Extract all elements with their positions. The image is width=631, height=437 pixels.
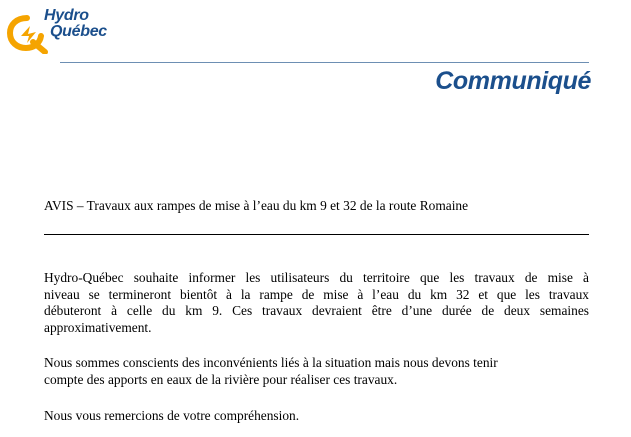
logo-line-1: Hydro: [44, 7, 89, 24]
logo-line-2: Québec: [50, 23, 107, 40]
communique-heading: Communiqué: [435, 67, 591, 95]
paragraph-1: [44, 270, 589, 336]
paragraph-2: [44, 355, 589, 388]
paragraph-2-line: Nous sommes conscients des inconvénients liés à la situation mais nous devons tenir: [44, 355, 498, 370]
logo-wordmark: [44, 8, 107, 40]
paragraph-1-line: débuteront à celle du km 9. Ces travaux devraient être d’une durée de deux semaines: [44, 303, 589, 318]
paragraph-3: Nous vous remercions de votre compréhension.: [44, 408, 300, 423]
notice-title: AVIS – Travaux aux rampes de mise à l’eau du km 9 et 32 de la route Romaine: [44, 198, 469, 213]
title-divider: [44, 234, 589, 235]
paragraph-1-line: Hydro-Québec souhaite informer les utilisateurs du territoire que les travaux de mise à: [44, 270, 589, 285]
header-divider: [60, 62, 589, 63]
paragraph-1-line: approximativement.: [44, 319, 152, 335]
hydro-quebec-logo: [7, 8, 127, 54]
paragraph-1-line: niveau se termineront bientôt à la rampe de mise à l’eau du km 32 et que les travaux: [44, 286, 589, 302]
paragraph-2-line: compte des apports en eaux de la rivière pour réaliser ces travaux.: [44, 371, 398, 387]
